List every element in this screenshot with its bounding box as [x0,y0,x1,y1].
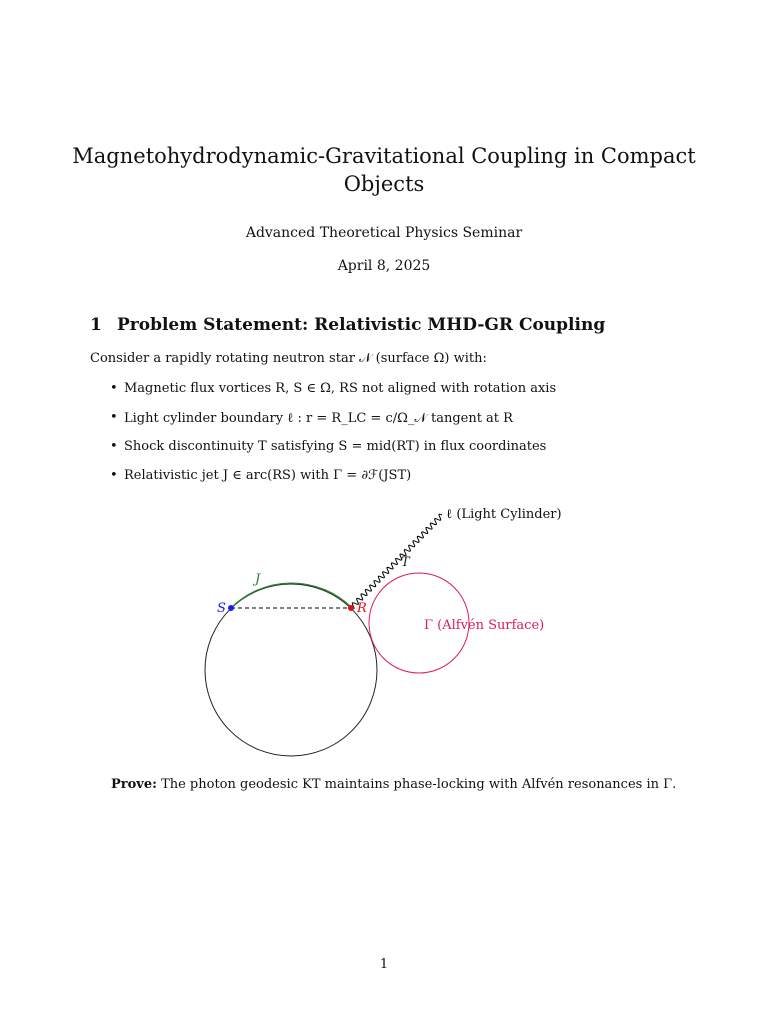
list-item [90,439,556,468]
paper-author: Advanced Theoretical Physics Seminar [245,225,523,241]
point-s [228,605,234,611]
list-item [90,410,556,439]
label-light-cylinder: ℓ (Light Cylinder) [446,507,562,522]
section-number: 1 [90,315,102,335]
prove-statement [111,777,676,792]
list-item [90,381,556,410]
prove-text: The photon geodesic KT maintains phase-locking with Alfvén resonances in Γ. [161,777,677,792]
label-t: T [401,555,410,570]
bullet-icon: • [110,439,118,454]
light-cylinder-line [351,514,442,609]
intro-paragraph: Consider a rapidly rotating neutron star 𝒩 (surface Ω) with: [90,351,487,366]
label-r: R [357,601,367,616]
jet-arc [231,583,351,608]
condition-list [90,381,556,497]
paper-date: April 8, 2025 [337,258,431,274]
list-item-text: Shock discontinuity T satisfying S = mid(RT) in flux coordinates [124,439,547,454]
label-j: J [255,572,261,587]
label-s: S [217,601,226,616]
list-item-text: Magnetic flux vortices R, S ∈ Ω, RS not aligned with rotation axis [124,381,557,396]
section-title: Problem Statement: Relativistic MHD-GR Coupling [117,315,606,335]
geometry-figure [0,495,768,765]
prove-label: Prove: [111,777,157,792]
page-number: 1 [379,957,389,972]
list-item [90,468,556,497]
list-item-text: Relativistic jet J ∈ arc(RS) with Γ = ∂ℱ(JST) [124,468,412,483]
label-alfven-surface: Γ (Alfvén Surface) [424,618,545,633]
list-item-text: Light cylinder boundary ℓ : r = R_LC = c/Ω_𝒩 tangent at R [124,411,513,426]
bullet-icon: • [110,381,118,396]
bullet-icon: • [110,468,118,483]
paper-title: Magnetohydrodynamic-Gravitational Coupling in Compact Objects [72,144,696,196]
section-heading [90,315,605,335]
bullet-icon: • [110,410,118,425]
point-r [348,605,354,611]
